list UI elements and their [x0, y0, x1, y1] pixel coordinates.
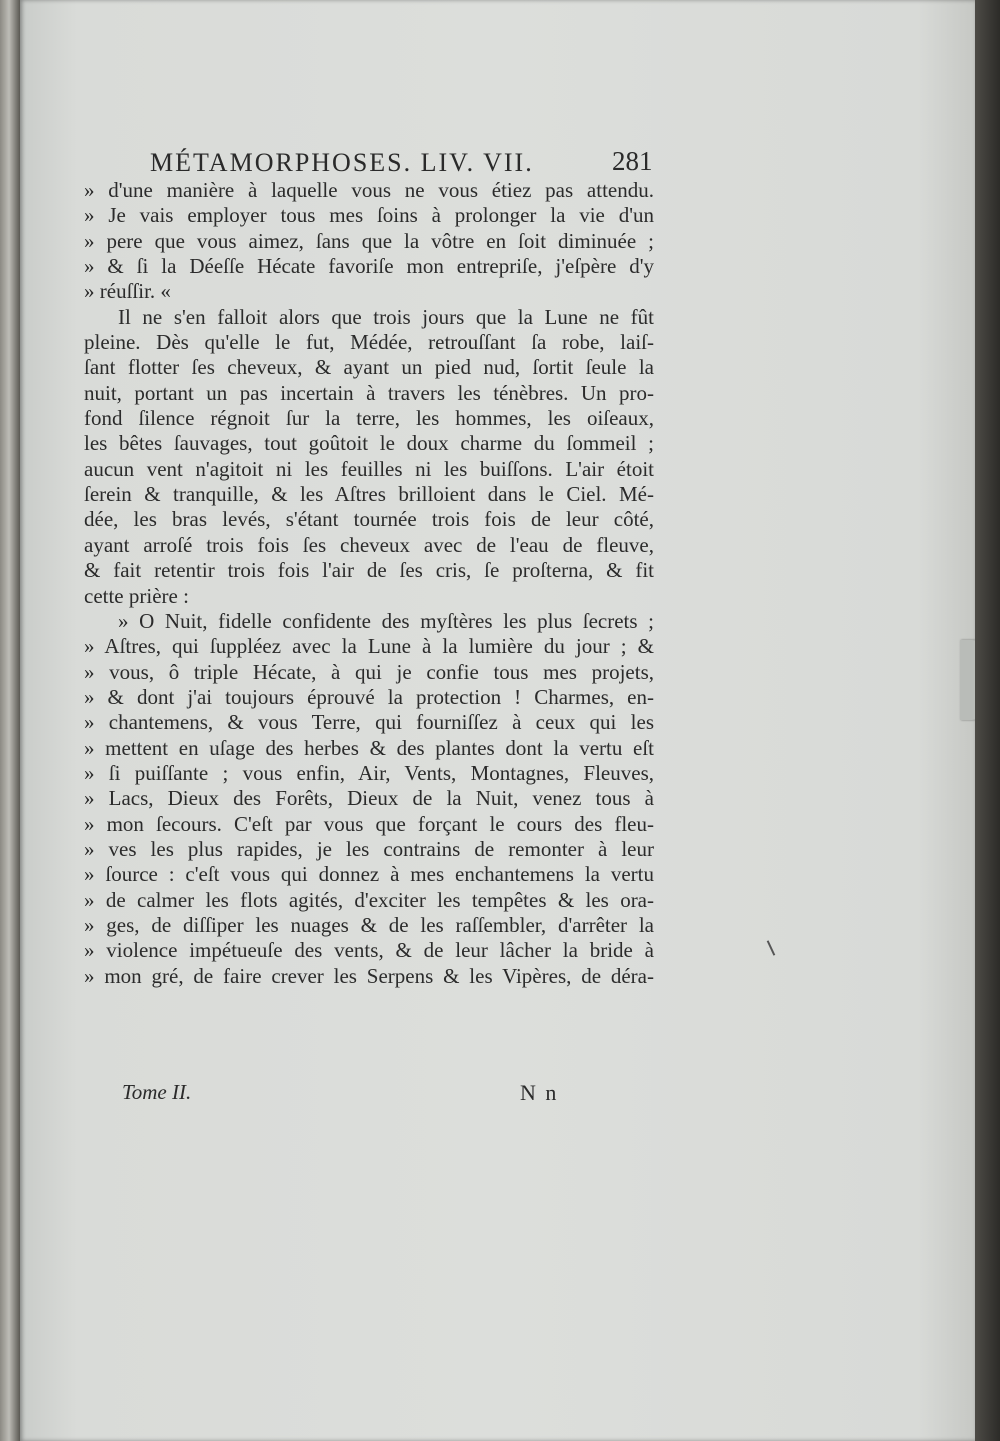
- footer-signature-mark: N n: [520, 1080, 559, 1105]
- text-line: Il ne s'en falloit alors que trois jours que la Lune ne fût: [118, 304, 654, 329]
- text-line: & fait retentir trois fois l'air de ſes cris, ſe proſterna, & fit: [84, 558, 654, 583]
- text-line: » Je vais employer tous mes ſoins à prolonger la vie d'un: [84, 203, 654, 228]
- running-head: MÉTAMORPHOSES. LIV. VII.: [150, 148, 534, 177]
- text-line: fond ſilence régnoit ſur la terre, les hommes, les oiſeaux,: [84, 406, 654, 431]
- footer-tome: Tome II.: [122, 1080, 192, 1104]
- previous-page-edge: [0, 0, 20, 1441]
- text-line: » réuſſir. «: [84, 279, 171, 304]
- text-line: ayant arroſé trois fois ſes cheveux avec de l'eau de fleuve,: [84, 532, 654, 557]
- text-line: ſerein & tranquille, & les Aſtres brilloient dans le Ciel. Mé-: [84, 482, 654, 507]
- text-line: » & dont j'ai toujours éprouvé la protection ! Charmes, en-: [84, 684, 654, 709]
- right-binding-edge: [975, 0, 1000, 1441]
- text-line: » vous, ô triple Hécate, à qui je confie tous mes projets,: [84, 659, 654, 684]
- page-number: 281: [612, 146, 653, 176]
- body-text: [84, 178, 654, 989]
- text-line: les bêtes ſauvages, tout goûtoit le doux charme du ſommeil ;: [84, 431, 654, 456]
- text-line: » chantemens, & vous Terre, qui fourniſſez à ceux qui les: [84, 710, 654, 735]
- text-line: » Lacs, Dieux des Forêts, Dieux de la Nuit, venez tous à: [84, 786, 654, 811]
- text-line: » ſource : c'eſt vous qui donnez à mes enchantemens la vertu: [84, 862, 654, 887]
- text-line: » mettent en uſage des herbes & des plantes dont la vertu eſt: [84, 735, 654, 760]
- text-line: dée, les bras levés, s'étant tournée trois fois de leur côté,: [84, 507, 654, 532]
- text-line: » & ſi la Déeſſe Hécate favoriſe mon entrepriſe, j'eſpère d'y: [84, 254, 654, 279]
- text-line: » ves les plus rapides, je les contrains de remonter à leur: [84, 836, 654, 861]
- text-line: » mon ſecours. C'eſt par vous que forçant le cours des fleu-: [84, 811, 654, 836]
- text-line: » ges, de diſſiper les nuages & de les raſſembler, d'arrêter la: [84, 912, 654, 937]
- text-line: » O Nuit, fidelle confidente des myſtères les plus ſecrets ;: [118, 608, 654, 633]
- text-line: cette prière :: [84, 583, 189, 608]
- text-line: ſant flotter ſes cheveux, & ayant un pied nud, ſortit ſeule la: [84, 355, 654, 380]
- text-line: » violence impétueuſe des vents, & de leur lâcher la bride à: [84, 938, 654, 963]
- text-line: » ſi puiſſante ; vous enfin, Air, Vents, Montagnes, Fleuves,: [84, 760, 654, 785]
- text-line: » d'une manière à laquelle vous ne vous étiez pas attendu.: [84, 178, 654, 202]
- text-line: » de calmer les flots agités, d'exciter les tempêtes & les ora-: [84, 887, 654, 912]
- text-line: nuit, portant un pas incertain à travers les ténèbres. Un pro-: [84, 380, 654, 405]
- text-line: » pere que vous aimez, ſans que la vôtre en ſoit diminuée ;: [84, 228, 654, 253]
- text-line: pleine. Dès qu'elle le fut, Médée, retrouſſant ſa robe, laiſ-: [84, 330, 654, 355]
- text-line: » mon gré, de faire crever les Serpens & les Vipères, de déra-: [84, 963, 654, 988]
- text-line: » Aſtres, qui ſuppléez avec la Lune à la lumière du jour ; &: [84, 634, 654, 659]
- text-line: aucun vent n'agitoit ni les feuilles ni les buiſſons. L'air étoit: [84, 456, 654, 481]
